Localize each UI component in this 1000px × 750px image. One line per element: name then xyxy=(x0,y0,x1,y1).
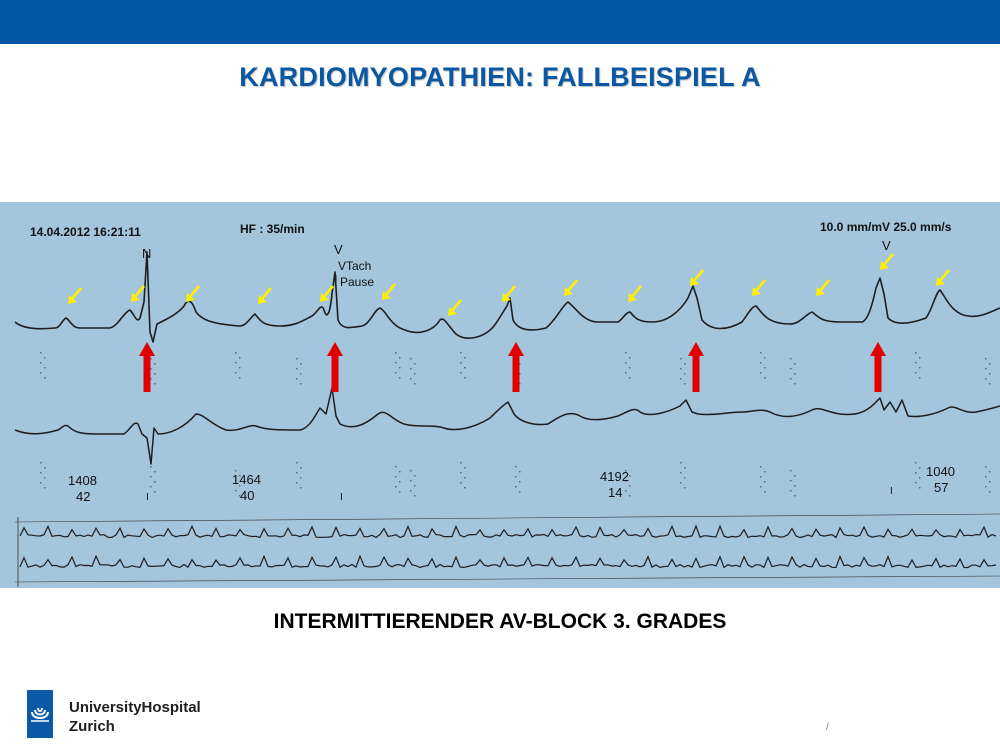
grid-dot xyxy=(760,362,762,364)
grid-dot xyxy=(625,352,627,354)
grid-dot xyxy=(410,490,412,492)
grid-dot xyxy=(680,462,682,464)
grid-dot xyxy=(150,466,152,468)
grid-dot xyxy=(919,487,921,489)
grid-dot xyxy=(239,377,241,379)
grid-dot xyxy=(410,378,412,380)
grid-dot xyxy=(414,475,416,477)
grid-dot xyxy=(414,485,416,487)
grid-dot xyxy=(519,471,521,473)
grid-dot xyxy=(460,372,462,374)
ecg-strip xyxy=(0,202,1000,588)
grid-dot xyxy=(399,357,401,359)
beat-label-n: N xyxy=(142,246,152,261)
grid-dot xyxy=(399,491,401,493)
grid-dot xyxy=(629,495,631,497)
grid-dot xyxy=(414,495,416,497)
beat-label-pause: Pause xyxy=(340,275,375,289)
grid-dot xyxy=(300,373,302,375)
grid-dot xyxy=(44,377,46,379)
ecg-heart-rate: HF : 35/min xyxy=(240,222,305,236)
grid-dot xyxy=(410,368,412,370)
grid-dot xyxy=(790,358,792,360)
grid-dot xyxy=(515,466,517,468)
grid-dot xyxy=(40,462,42,464)
grid-dot xyxy=(919,367,921,369)
grid-dot xyxy=(625,490,627,492)
grid-dot xyxy=(989,481,991,483)
grid-dot xyxy=(915,352,917,354)
grid-dot xyxy=(40,352,42,354)
beat-label-vtach: VTach xyxy=(338,259,372,273)
grid-dot xyxy=(464,357,466,359)
grid-dot xyxy=(790,470,792,472)
grid-dot xyxy=(235,372,237,374)
grid-dot xyxy=(300,487,302,489)
grid-dot xyxy=(154,491,156,493)
grid-dot xyxy=(414,363,416,365)
tick-mark-3: I xyxy=(890,486,893,497)
grid-dot xyxy=(680,482,682,484)
grid-dot xyxy=(684,373,686,375)
grid-dot xyxy=(464,487,466,489)
grid-dot xyxy=(464,377,466,379)
grid-dot xyxy=(760,372,762,374)
tick-mark-1: I xyxy=(146,492,149,503)
grid-dot xyxy=(919,357,921,359)
counter-4-bottom: 57 xyxy=(934,480,949,495)
grid-dot xyxy=(300,477,302,479)
grid-dot xyxy=(764,357,766,359)
grid-dot xyxy=(519,491,521,493)
grid-dot xyxy=(395,372,397,374)
grid-dot xyxy=(680,378,682,380)
grid-dot xyxy=(794,363,796,365)
grid-dot xyxy=(760,476,762,478)
grid-dot xyxy=(794,495,796,497)
grid-dot xyxy=(684,383,686,385)
grid-dot xyxy=(989,491,991,493)
grid-dot xyxy=(794,383,796,385)
grid-dot xyxy=(625,372,627,374)
grid-dot xyxy=(296,378,298,380)
tick-mark-2: I xyxy=(340,492,343,503)
grid-dot xyxy=(44,487,46,489)
grid-dot xyxy=(154,373,156,375)
counter-2-top: 1464 xyxy=(232,472,261,487)
grid-dot xyxy=(296,472,298,474)
grid-dot xyxy=(915,462,917,464)
counter-1-bottom: 42 xyxy=(76,489,91,504)
grid-dot xyxy=(790,490,792,492)
grid-dot xyxy=(296,368,298,370)
grid-dot xyxy=(764,471,766,473)
grid-dot xyxy=(684,467,686,469)
slide-title: KARDIOMYOPATHIEN: FALLBEISPIEL A xyxy=(239,62,761,92)
grid-dot xyxy=(985,358,987,360)
grid-dot xyxy=(790,480,792,482)
grid-dot xyxy=(44,467,46,469)
grid-dot xyxy=(915,372,917,374)
grid-dot xyxy=(296,358,298,360)
grid-dot xyxy=(239,367,241,369)
grid-dot xyxy=(794,485,796,487)
grid-dot xyxy=(985,486,987,488)
grid-dot xyxy=(40,372,42,374)
logo-line-1: UniversityHospital xyxy=(69,699,201,716)
grid-dot xyxy=(985,476,987,478)
grid-dot xyxy=(395,352,397,354)
grid-dot xyxy=(414,373,416,375)
grid-dot xyxy=(629,377,631,379)
grid-dot xyxy=(985,368,987,370)
grid-dot xyxy=(989,383,991,385)
grid-dot xyxy=(760,466,762,468)
grid-dot xyxy=(235,352,237,354)
counter-3-bottom: 14 xyxy=(608,485,623,500)
grid-dot xyxy=(684,477,686,479)
grid-dot xyxy=(684,487,686,489)
grid-dot xyxy=(985,378,987,380)
grid-dot xyxy=(399,471,401,473)
grid-dot xyxy=(680,358,682,360)
grid-dot xyxy=(919,467,921,469)
grid-dot xyxy=(40,472,42,474)
grid-dot xyxy=(760,486,762,488)
grid-dot xyxy=(464,367,466,369)
grid-dot xyxy=(235,362,237,364)
beat-label-v-2: V xyxy=(882,238,891,253)
grid-dot xyxy=(790,378,792,380)
grid-dot xyxy=(985,466,987,468)
grid-dot xyxy=(410,470,412,472)
page-number: / xyxy=(826,722,829,733)
grid-dot xyxy=(235,490,237,492)
grid-dot xyxy=(919,477,921,479)
grid-dot xyxy=(680,472,682,474)
grid-dot xyxy=(629,357,631,359)
grid-dot xyxy=(464,467,466,469)
grid-dot xyxy=(300,467,302,469)
grid-dot xyxy=(399,481,401,483)
grid-dot xyxy=(919,377,921,379)
usz-logo-icon xyxy=(27,690,53,738)
grid-dot xyxy=(40,362,42,364)
grid-dot xyxy=(410,480,412,482)
grid-dot xyxy=(40,482,42,484)
grid-dot xyxy=(989,363,991,365)
grid-dot xyxy=(760,352,762,354)
grid-dot xyxy=(625,362,627,364)
grid-dot xyxy=(519,481,521,483)
grid-dot xyxy=(150,476,152,478)
grid-dot xyxy=(154,481,156,483)
grid-dot xyxy=(794,373,796,375)
grid-dot xyxy=(915,362,917,364)
grid-dot xyxy=(300,383,302,385)
grid-dot xyxy=(150,486,152,488)
grid-dot xyxy=(410,358,412,360)
grid-dot xyxy=(154,471,156,473)
grid-dot xyxy=(395,362,397,364)
grid-dot xyxy=(460,362,462,364)
logo-line-2: Zurich xyxy=(69,718,115,735)
counter-3-top: 4192 xyxy=(600,469,629,484)
grid-dot xyxy=(515,486,517,488)
grid-dot xyxy=(915,472,917,474)
counter-4-top: 1040 xyxy=(926,464,955,479)
ecg-timestamp: 14.04.2012 16:21:11 xyxy=(30,225,141,239)
grid-dot xyxy=(460,482,462,484)
grid-dot xyxy=(915,482,917,484)
grid-dot xyxy=(515,476,517,478)
grid-dot xyxy=(154,383,156,385)
grid-dot xyxy=(989,471,991,473)
grid-dot xyxy=(794,475,796,477)
counter-1-top: 1408 xyxy=(68,473,97,488)
grid-dot xyxy=(629,485,631,487)
grid-dot xyxy=(44,367,46,369)
grid-dot xyxy=(790,368,792,370)
top-bar xyxy=(0,0,1000,44)
grid-dot xyxy=(44,357,46,359)
grid-dot xyxy=(296,462,298,464)
grid-dot xyxy=(629,475,631,477)
grid-dot xyxy=(395,476,397,478)
grid-dot xyxy=(414,383,416,385)
ecg-settings: 10.0 mm/mV 25.0 mm/s xyxy=(820,220,952,234)
grid-dot xyxy=(680,368,682,370)
slide-caption: INTERMITTIERENDER AV-BLOCK 3. GRADES xyxy=(273,610,727,633)
grid-dot xyxy=(684,363,686,365)
grid-dot xyxy=(399,367,401,369)
grid-dot xyxy=(395,466,397,468)
grid-dot xyxy=(300,363,302,365)
grid-dot xyxy=(629,367,631,369)
grid-dot xyxy=(296,482,298,484)
beat-label-v: V xyxy=(334,242,343,257)
grid-dot xyxy=(399,377,401,379)
counter-2-bottom: 40 xyxy=(240,488,255,503)
grid-dot xyxy=(764,377,766,379)
grid-dot xyxy=(460,462,462,464)
grid-dot xyxy=(764,491,766,493)
grid-dot xyxy=(464,477,466,479)
grid-dot xyxy=(764,367,766,369)
grid-dot xyxy=(460,472,462,474)
grid-dot xyxy=(239,357,241,359)
usz-logo-text xyxy=(69,698,201,736)
grid-dot xyxy=(989,373,991,375)
grid-dot xyxy=(395,486,397,488)
grid-dot xyxy=(460,352,462,354)
grid-dot xyxy=(44,477,46,479)
grid-dot xyxy=(154,363,156,365)
grid-dot xyxy=(764,481,766,483)
